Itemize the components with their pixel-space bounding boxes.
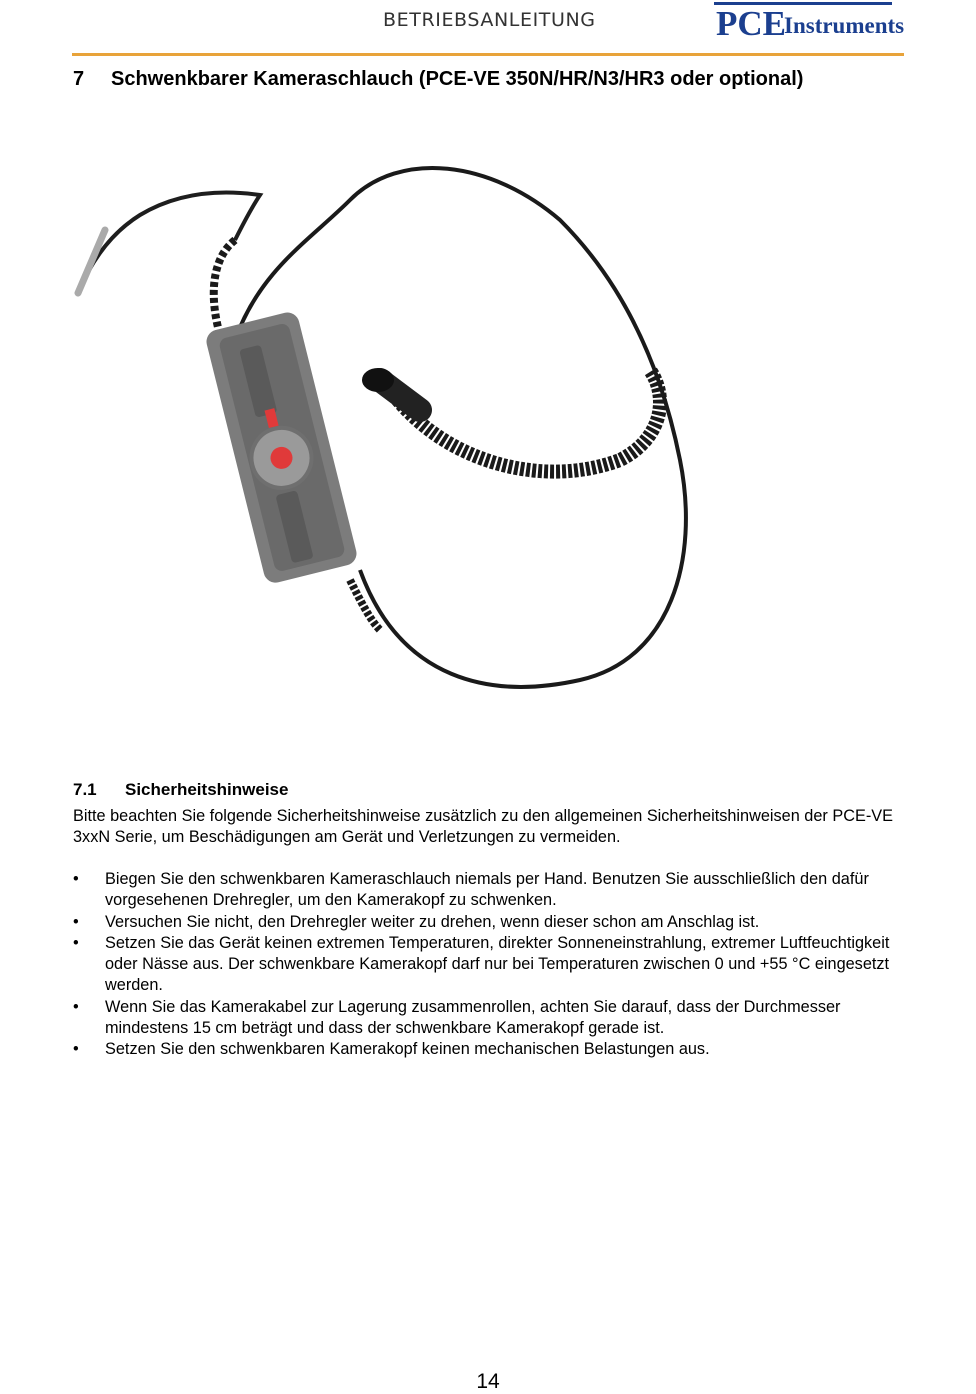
camera-hose-photo [60, 160, 700, 720]
section-heading [73, 68, 803, 91]
subsection-number: 7.1 [73, 780, 97, 799]
list-item: • Wenn Sie das Kamerakabel zur Lagerung zusammenrollen, achten Sie darauf, dass der Durchmesser mindestens 15 cm beträgt und dass der schwenkbare Kamerakopf gerade ist. [73, 997, 913, 1039]
page-number: 14 [476, 1370, 500, 1393]
section-number: 7 [73, 68, 85, 90]
header-rule [72, 53, 904, 56]
section-title: Schwenkbarer Kameraschlauch (PCE-VE 350N/HR/N3/HR3 oder optional) [111, 68, 804, 90]
list-item: • Versuchen Sie nicht, den Drehregler weiter zu drehen, wenn dieser schon am Anschlag ist. [73, 912, 913, 933]
pce-instruments-logo [714, 2, 905, 43]
list-item: • Setzen Sie das Gerät keinen extremen Temperaturen, direkter Sonneneinstrahlung, extremer Luftfeuchtigkeit oder Nässe aus. Der schwenkbare Kamerakopf darf nur bei Temperaturen zwischen 0 und +55 °C eingesetzt werden. [73, 933, 913, 996]
subsection-title: Sicherheitshinweise [125, 780, 289, 799]
safety-bullet-list [73, 869, 913, 1061]
header-title: BETRIEBSANLEITUNG [383, 9, 596, 31]
list-item: • Setzen Sie den schwenkbaren Kamerakopf keinen mechanischen Belastungen aus. [73, 1039, 913, 1060]
subsection-heading [73, 780, 288, 800]
logo-instruments-text: Instruments [784, 13, 905, 38]
list-item: • Biegen Sie den schwenkbaren Kameraschlauch niemals per Hand. Benutzen Sie ausschließlich den dafür vorgesehenen Drehregler, um den Kamerakopf zu schwenken. [73, 869, 913, 911]
logo-pce-text: PCE [716, 4, 786, 43]
intro-paragraph: Bitte beachten Sie folgende Sicherheitshinweise zusätzlich zu den allgemeinen Sicherheitshinweisen der PCE-VE 3xxN Serie, um Beschädigungen am Gerät und Verletzungen zu vermeiden. [73, 807, 893, 846]
